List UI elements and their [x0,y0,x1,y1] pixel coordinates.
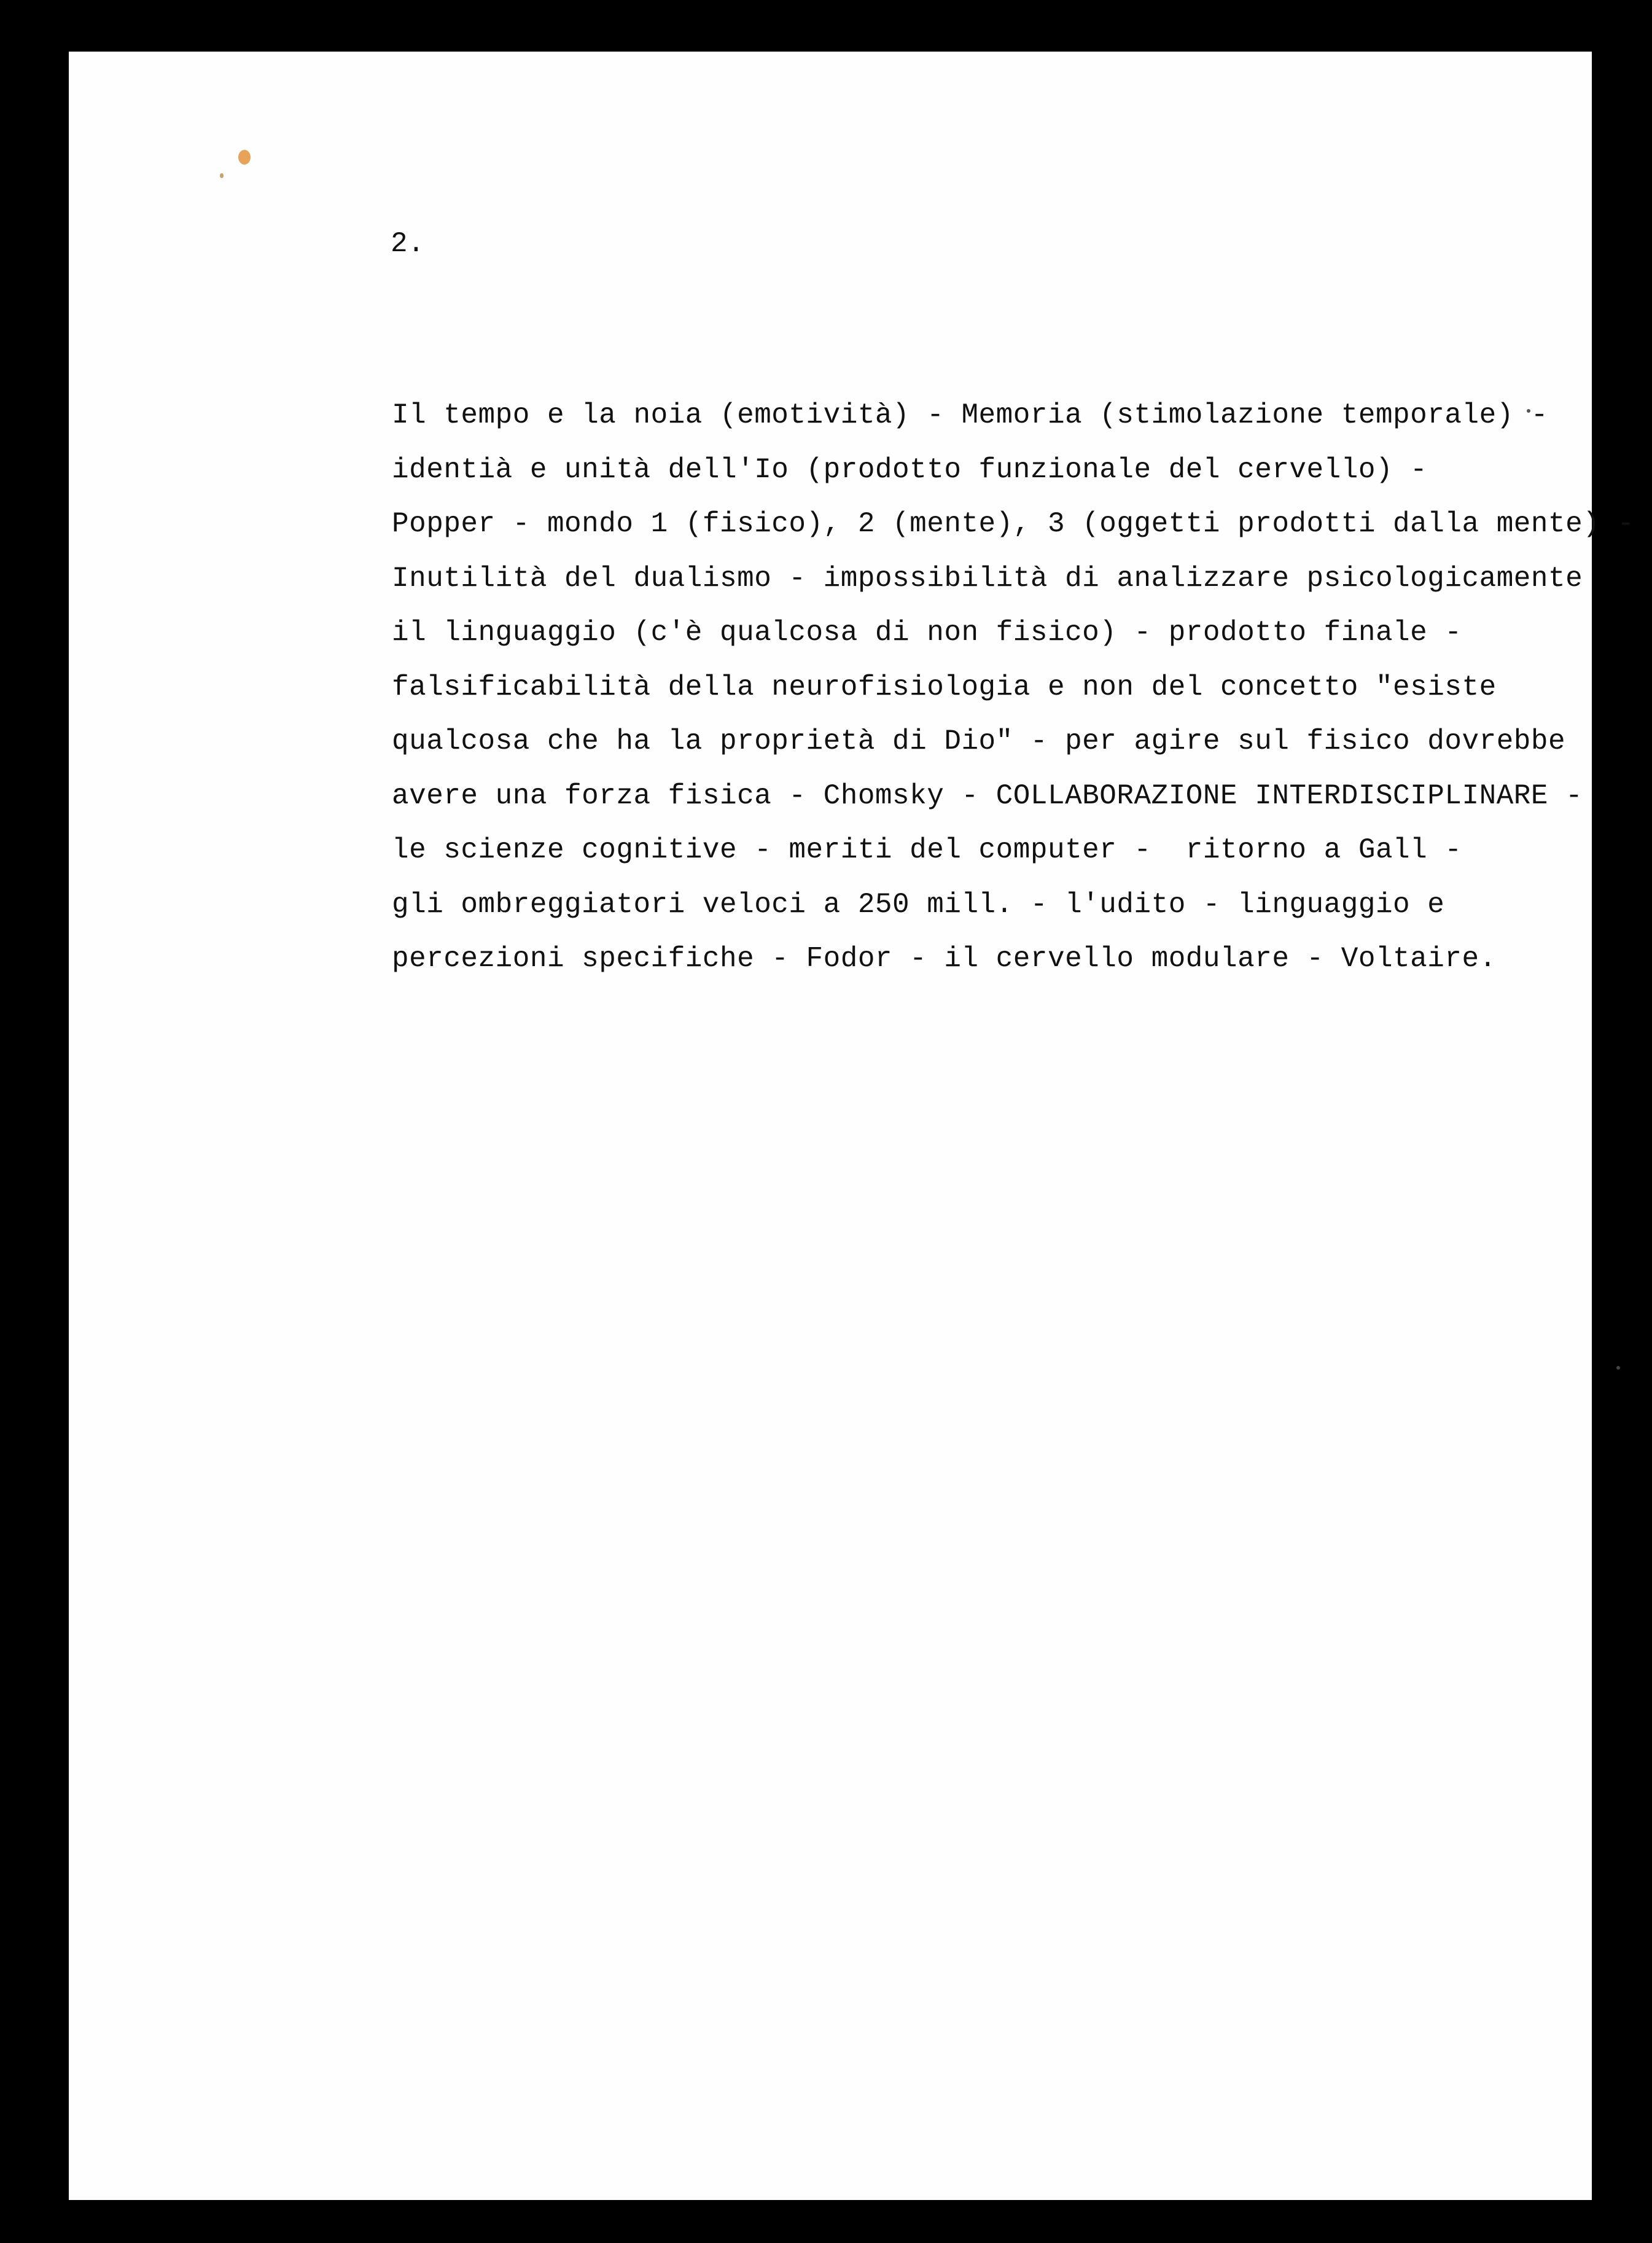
text-line: le scienze cognitive - meriti del computer - ritorno a Gall - [392,834,1462,866]
text-line: Inutilità del dualismo - impossibilità di analizzare psicologicamente [392,562,1583,595]
text-line: falsificabilità della neurofisiologia e non del concetto "esiste [392,671,1497,703]
text-line: Il tempo e la noia (emotività) - Memoria (stimolazione temporale) - [392,399,1549,431]
text-line: Popper - mondo 1 (fisico), 2 (mente), 3 (oggetti prodotti dalla mente) - [392,508,1635,540]
body-text [392,388,1635,986]
paper-stain [238,150,251,165]
page-number: 2. [391,228,425,260]
text-line: identià e unità dell'Io (prodotto funzionale del cervello) - [392,453,1428,486]
text-line: qualcosa che ha la proprietà di Dio" - per agire sul fisico dovrebbe [392,725,1566,757]
paper-speck [220,173,224,178]
document-page [69,52,1635,2200]
paper-speck [1616,1366,1620,1370]
text-line: il linguaggio (c'è qualcosa di non fisico) - prodotto finale - [392,617,1462,649]
text-line: avere una forza fisica - Chomsky - COLLABORAZIONE INTERDISCIPLINARE - [392,779,1583,812]
text-line: gli ombreggiatori veloci a 250 mill. - l'udito - linguaggio e [392,888,1445,921]
text-line: percezioni specifiche - Fodor - il cervello modulare - Voltaire. [392,943,1497,975]
